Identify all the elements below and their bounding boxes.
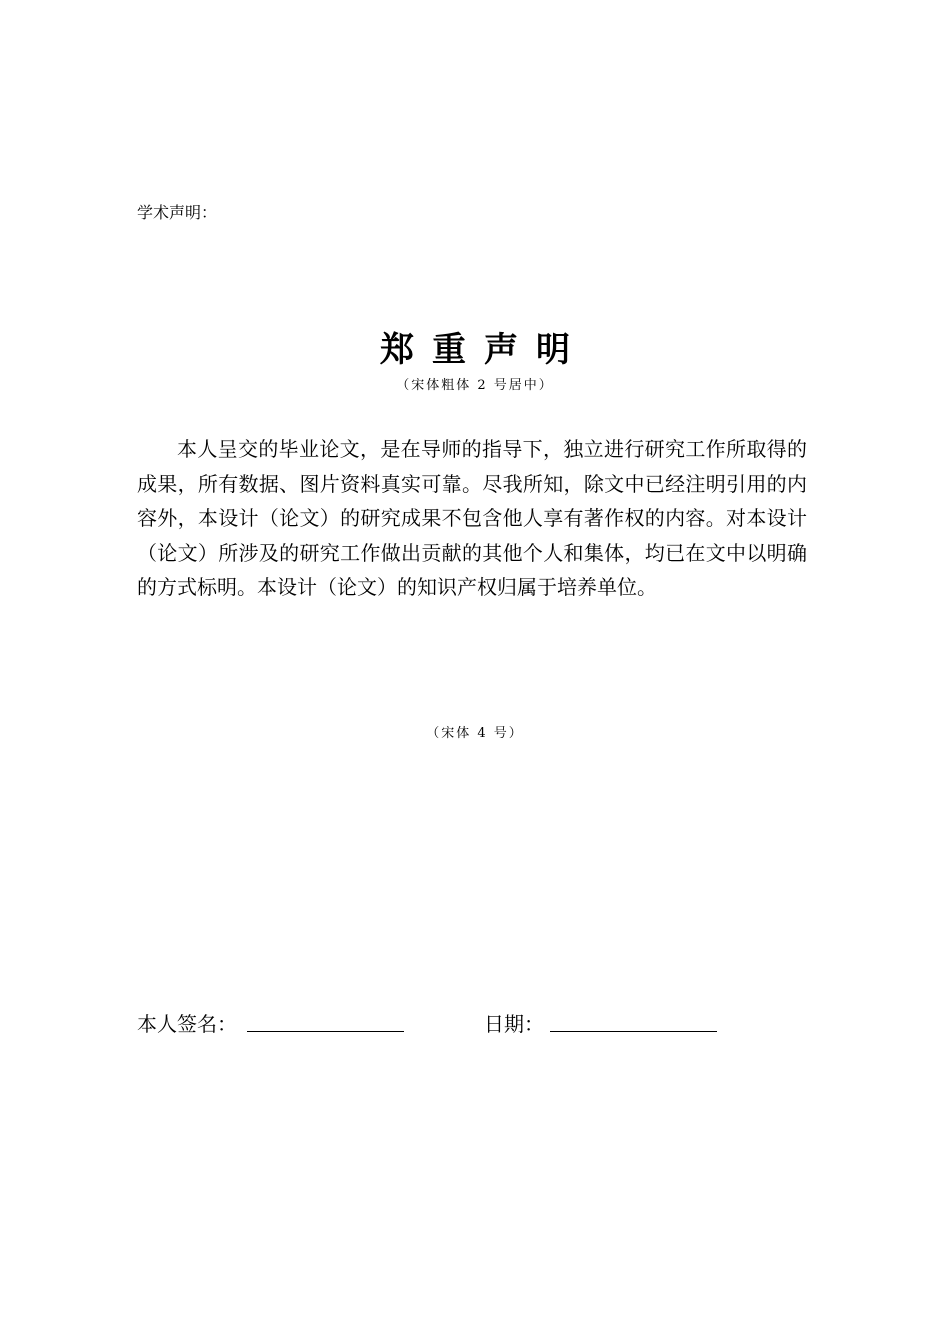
signature-row bbox=[137, 1010, 737, 1038]
declaration-body: 本人呈交的毕业论文，是在导师的指导下，独立进行研究工作所取得的成果，所有数据、图片资料真实可靠。尽我所知，除文中已经注明引用的内容外，本设计（论文）的研究成果不包含他人享有著作权的内容。对本设计（论文）所涉及的研究工作做出贡献的其他个人和集体，均已在文中以明确的方式标明。本设计（论文）的知识产权归属于培养单位。 bbox=[137, 437, 807, 599]
body-format-note: （宋体 4 号） bbox=[426, 726, 524, 741]
date-label: 日期： bbox=[484, 1012, 544, 1036]
signer-label: 本人签名： bbox=[137, 1012, 237, 1036]
section-label: 学术声明： bbox=[137, 203, 218, 222]
title-format-note: （宋体粗体 2 号居中） bbox=[396, 378, 554, 393]
signer-field[interactable] bbox=[247, 1031, 404, 1032]
date-field[interactable] bbox=[550, 1031, 717, 1032]
declaration-title: 郑重声明 bbox=[380, 330, 588, 370]
